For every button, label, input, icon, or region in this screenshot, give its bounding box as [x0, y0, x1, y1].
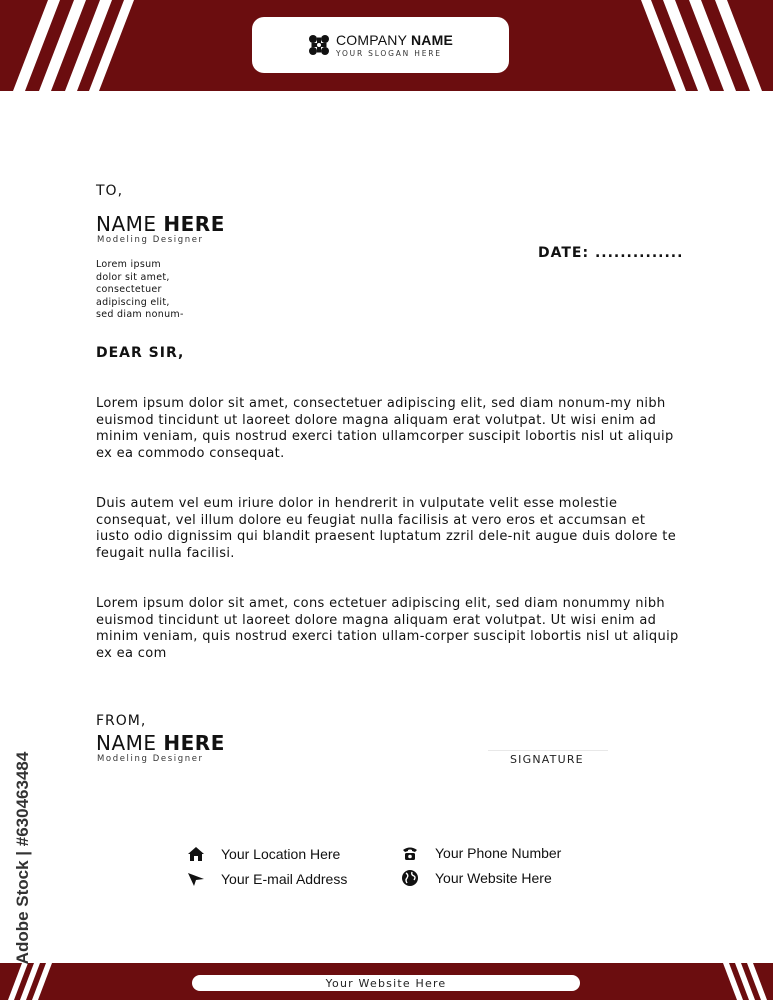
letterhead-footer	[0, 963, 773, 1000]
date-field: DATE: ..............	[538, 245, 684, 261]
contact-phone-text: Your Phone Number	[435, 845, 562, 861]
contact-email-text: Your E-mail Address	[221, 871, 348, 887]
contact-location-text: Your Location Here	[221, 846, 341, 862]
recipient-role: Modeling Designer	[97, 235, 204, 245]
contact-location	[187, 845, 340, 863]
contact-website-text: Your Website Here	[435, 870, 552, 886]
company-name-bold: NAME	[410, 31, 453, 48]
company-name-regular: COMPANY	[335, 31, 411, 48]
contact-email	[187, 870, 347, 888]
from-label: FROM,	[96, 713, 147, 729]
address-line: consectetuer	[96, 284, 162, 295]
home-icon	[187, 845, 205, 863]
recipient-name	[96, 213, 225, 235]
footer-left-stripes	[0, 963, 60, 1000]
company-logo-icon	[308, 34, 330, 56]
recipient-address	[96, 259, 216, 322]
header-right-stripes	[633, 0, 773, 91]
company-name	[336, 33, 453, 48]
to-label: TO,	[96, 183, 124, 199]
globe-icon	[401, 869, 419, 887]
header-left-stripes	[0, 0, 140, 91]
recipient-name-regular: NAME	[96, 212, 164, 236]
contact-website	[401, 869, 552, 887]
body-paragraph: Lorem ipsum dolor sit amet, cons ectetuer adipiscing elit, sed diam nonummy nibh euismod tincidunt ut laoreet dolore magna aliquam erat volutpat. Ut wisi enim ad minim veniam, quis nostrud exerci tation ullam-corper suscipit lobortis nisl ut aliquip ex ea com	[96, 596, 679, 661]
body-paragraph: Lorem ipsum dolor sit amet, consectetuer adipiscing elit, sed diam nonum-my nibh euismod tincidunt ut laoreet dolore magna aliquam erat volutpat. Ut wisi enim ad minim veniam, quis nostrud exerci tation ullamcorper suscipit lobortis nisl ut aliquip ex ea commodo consequat.	[96, 396, 674, 461]
signature-line	[488, 750, 608, 751]
sender-name	[96, 732, 225, 754]
footer-website: Your Website Here	[192, 975, 580, 991]
sender-name-bold: HERE	[163, 731, 225, 755]
address-line: sed diam nonum-	[96, 309, 184, 320]
recipient-name-bold: HERE	[163, 212, 225, 236]
footer-right-stripes	[713, 963, 773, 1000]
company-logo-box	[252, 17, 509, 73]
signature-label: SIGNATURE	[510, 753, 584, 766]
send-icon	[187, 870, 205, 888]
salutation: DEAR SIR,	[96, 345, 185, 361]
address-line: Lorem ipsum	[96, 259, 161, 270]
stock-id-text: Adobe Stock | #630463484	[13, 751, 32, 965]
letterhead-header	[0, 0, 773, 91]
sender-role: Modeling Designer	[97, 754, 204, 764]
contact-phone	[401, 844, 561, 862]
telephone-icon	[401, 844, 419, 862]
company-slogan: YOUR SLOGAN HERE	[335, 48, 442, 58]
address-line: adipiscing elit,	[96, 296, 170, 308]
address-line: dolor sit amet,	[96, 271, 170, 283]
sender-name-regular: NAME	[96, 731, 164, 755]
body-paragraph: Duis autem vel eum iriure dolor in hendrerit in vulputate velit esse molestie consequat, vel illum dolore eu feugiat nulla facilisis at vero eros et accumsan et iusto odio dignissim qui blandit praesent luptatum zzril dele-nit augue duis dolore te feugait nulla facilisi.	[96, 496, 677, 561]
stock-watermark-id	[10, 751, 36, 965]
